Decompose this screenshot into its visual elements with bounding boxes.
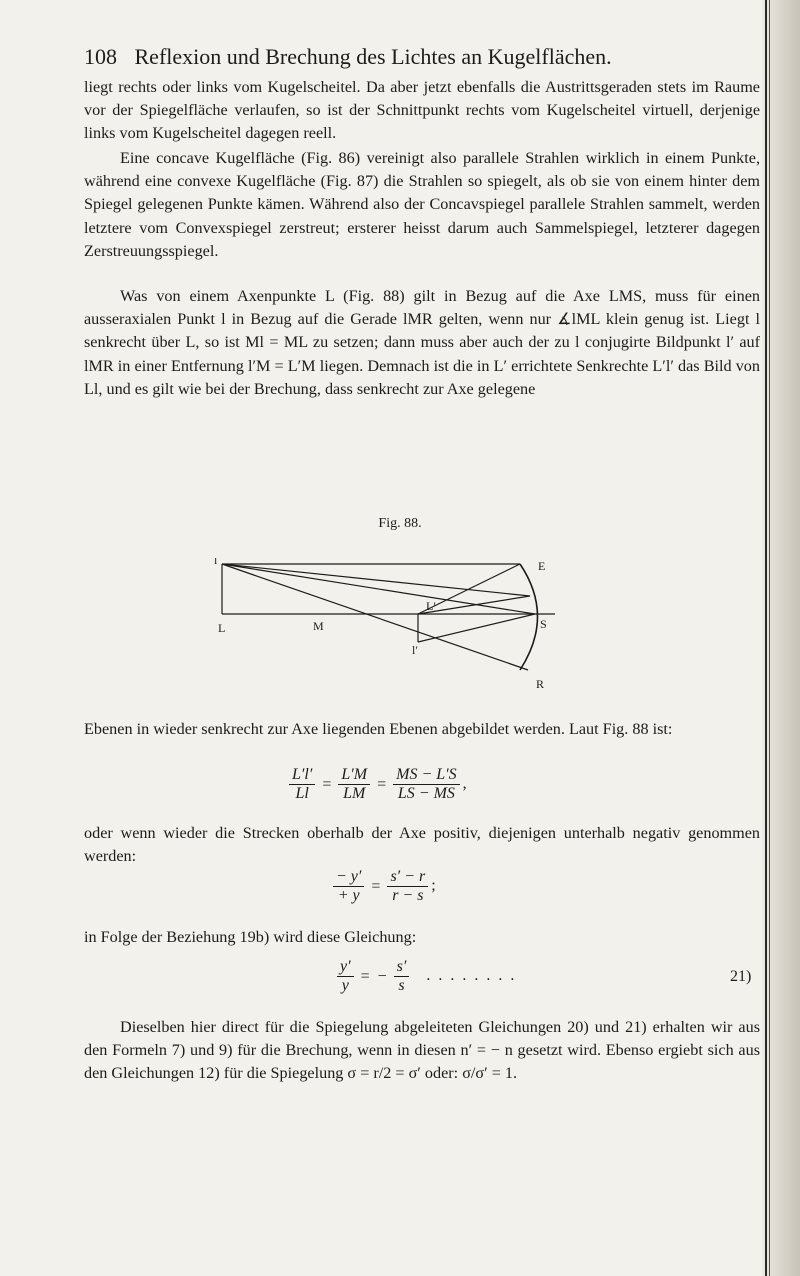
paragraph-5-text: oder wenn wieder die Strecken oberhalb der Axe positiv, diejenigen unterhalb negativ genommen werden: (84, 824, 760, 866)
eq1-frac-3: $\frac{MS - L'S}{LS - MS}$ (393, 766, 460, 803)
page-number: 108 (84, 44, 117, 69)
eq3-frac-2: $\frac{s'}{s}$ (394, 958, 410, 995)
paragraph-1-text: liegt rechts oder links vom Kugelscheitel. Da aber jetzt ebenfalls die Austrittsgeraden stets im Raume vor der Spiegelfläche verlaufen, so ist der Schnittpunkt rechts vom Kugelscheitel virtuell, derjenige links vom Kugelscheitel dagegen reell. (84, 78, 760, 143)
label-l-prime: l′ (412, 643, 418, 657)
paragraph-7 (84, 1016, 760, 1086)
paragraph-6-text: in Folge der Beziehung 19b) wird diese Gleichung: (84, 928, 417, 946)
page-edge-line (765, 0, 767, 1276)
equation-2: $\frac{- y'}{+ y}$ = $\frac{s' - r}{r - s}$ ; (330, 868, 436, 905)
paragraph-5 (84, 822, 760, 868)
paragraph-1 (84, 76, 760, 146)
label-S: S (540, 617, 547, 631)
paragraph-3 (84, 285, 760, 401)
eq2-frac-2: $\frac{s' - r}{r - s}$ (387, 868, 428, 905)
figure-88 (210, 558, 580, 700)
equation-1: $\frac{L'l'}{Ll}$ = $\frac{L'M}{LM}$ = $\frac{MS - L'S}{LS - MS}$ , (286, 766, 467, 803)
eq3-frac-1: $\frac{y'}{y}$ (337, 958, 354, 995)
ray-to-vertex (222, 564, 535, 614)
equation-number-21: 21) (730, 968, 752, 985)
figure-caption: Fig. 88. (378, 516, 422, 531)
paragraph-2-text: Eine concave Kugelfläche (Fig. 86) vereinigt also parallele Strahlen wirklich in einem Punkte, während eine convexe Kugelfläche (Fig. 87) die Strahlen so spiegelt, als ob sie von einem hinter dem Spiegel gelegenen Punkte kämen. Während also der Concavspiegel parallele Strahlen sammelt, werden letztere vom Convexspiegel zerstreut; ersterer heisst darum auch Sammelspiegel, letzterer dagegen Zerstreuungsspiegel. (84, 149, 760, 260)
eq3-leader-dots: . . . . . . . . (426, 967, 517, 985)
paragraph-4-text: Ebenen in wieder senkrecht zur Axe liegenden Ebenen abgebildet werden. Laut Fig. 88 ist: (84, 720, 673, 738)
paragraph-4 (84, 718, 760, 741)
reflected-ray-3 (418, 614, 535, 642)
page-edge-line-thin (769, 0, 770, 1276)
label-M: M (313, 619, 324, 633)
paragraph-2 (84, 147, 760, 263)
eq1-frac-1: $\frac{L'l'}{Ll}$ (289, 766, 315, 803)
running-header (84, 44, 612, 70)
paragraph-7-text: Dieselben hier direct für die Spiegelung abgeleiteten Gleichungen 20) und 21) erhalten wir aus den Formeln 7) und 9) für die Brechung, wenn in diesen n′ = − n gesetzt wird. Ebenso ergiebt sich aus den Gleichungen 12) für die Spiegelung σ = r/2 = σ′ oder: σ/σ′ = 1. (84, 1018, 760, 1083)
label-L: L (218, 621, 226, 635)
equation-3: $\frac{y'}{y}$ = − $\frac{s'}{s}$ . . . . . . . . (334, 958, 516, 995)
eq1-frac-2: $\frac{L'M}{LM}$ (338, 766, 370, 803)
figure-88-diagram (210, 558, 580, 696)
label-L-prime: L′ (426, 599, 436, 613)
paragraph-6 (84, 926, 760, 949)
eq2-frac-1: $\frac{- y'}{+ y}$ (333, 868, 364, 905)
label-R: R (536, 677, 545, 691)
paragraph-3-text: Was von einem Axenpunkte L (Fig. 88) gilt in Bezug auf die Axe LMS, muss für einen ausseraxialen Punkt l in Bezug auf die Gerade lMR gelten, wenn nur ∡lML klein genug ist. Liegt l senkrecht über L, so ist Ml = ML zu setzen; dann muss aber auch der zu l conjugirte Bildpunkt l′ auf lMR in einer Entfernung l′M = L′M liegen. Demnach ist die in L′ errichtete Senkrechte L′l′ das Bild von Ll, und es gilt wie bei der Brechung, dass senkrecht zur Axe gelegene (84, 287, 760, 398)
label-l: l (214, 558, 218, 567)
running-title: Reflexion und Brechung des Lichtes an Kugelflächen. (134, 44, 612, 69)
page-gutter-shadow (762, 0, 800, 1276)
label-E: E (538, 559, 546, 573)
